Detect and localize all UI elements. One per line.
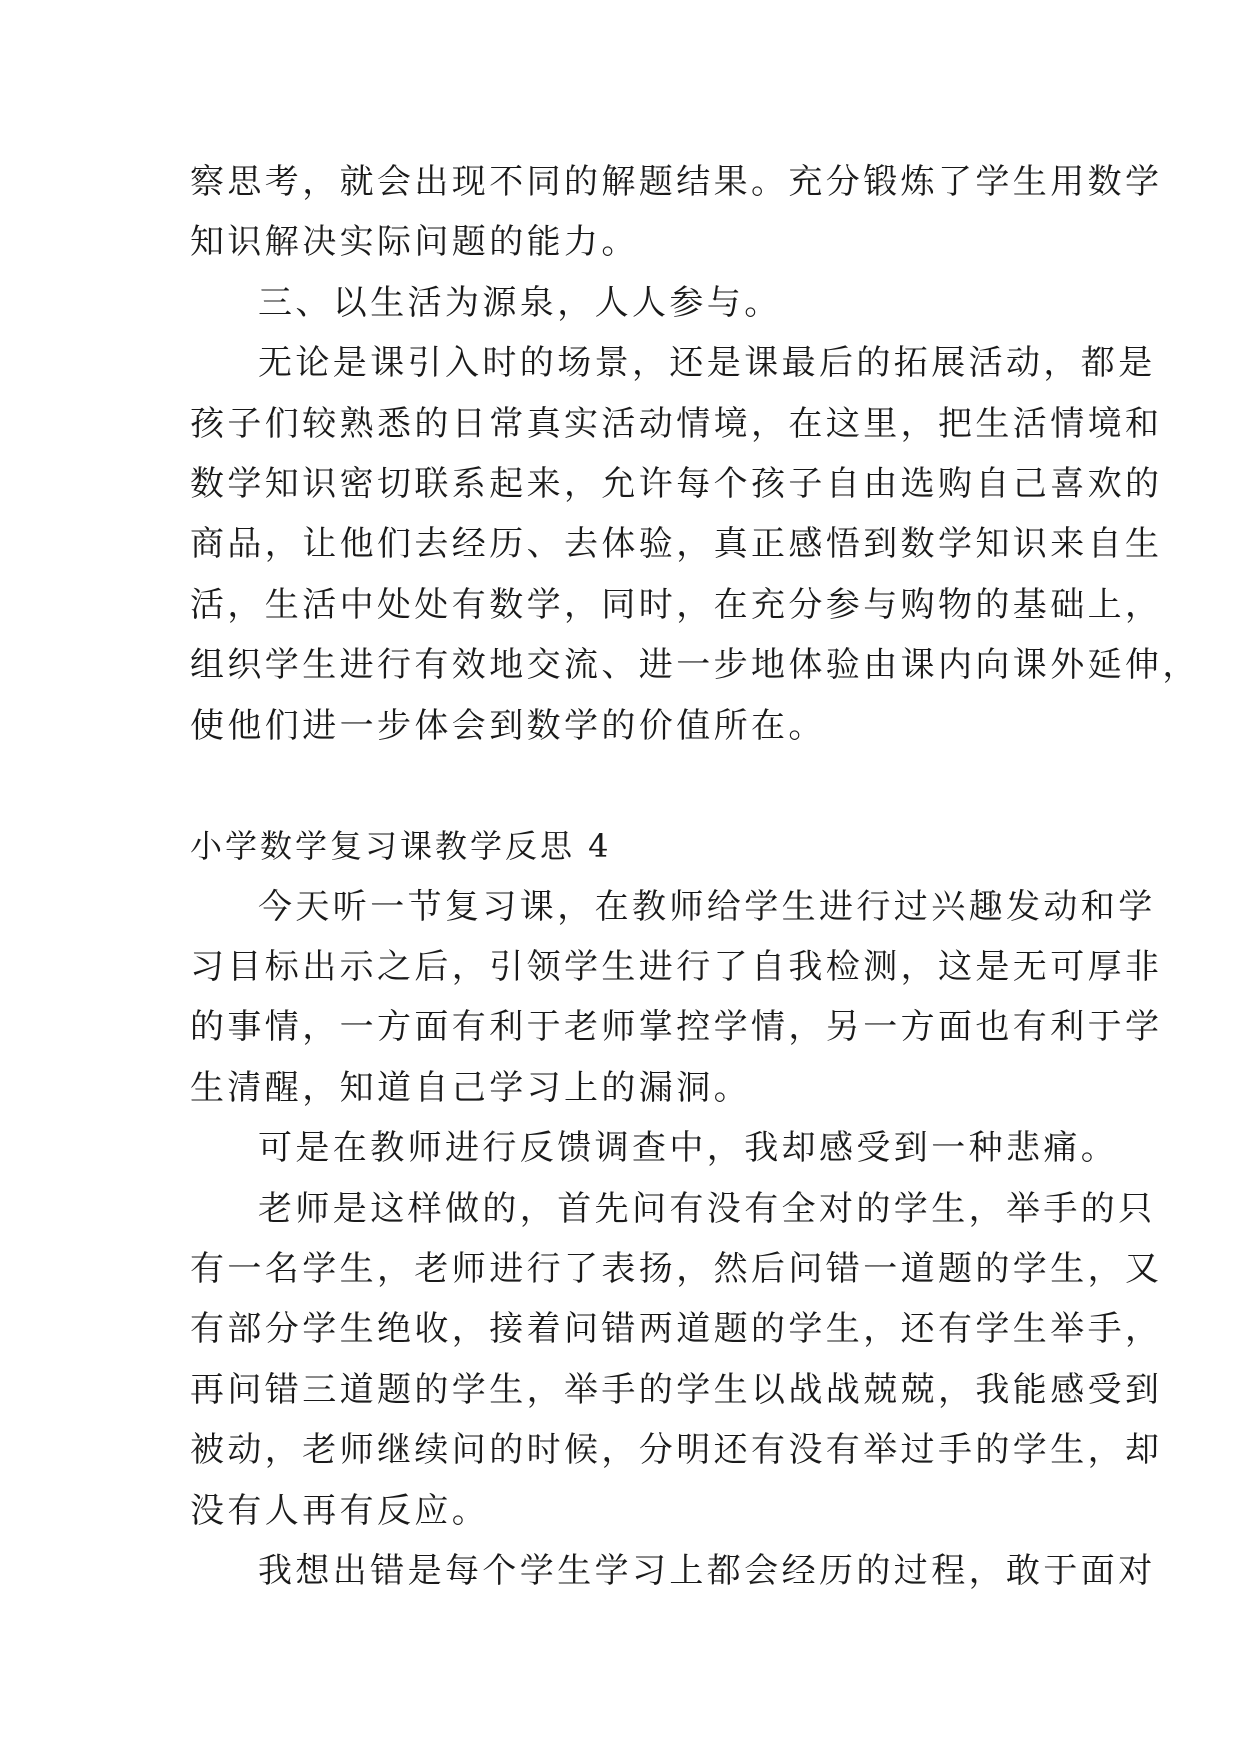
text-line: 的事情，一方面有利于老师掌控学情，另一方面也有利于学 — [190, 1007, 1163, 1048]
text-line: 我想出错是每个学生学习上都会经历的过程，敢于面对 — [258, 1550, 1156, 1591]
text-line: 数学知识密切联系起来，允许每个孩子自由选购自己喜欢的 — [190, 463, 1163, 504]
text-line: 活，生活中处处有数学，同时，在充分参与购物的基础上， — [190, 584, 1163, 625]
text-line: 老师是这样做的，首先问有没有全对的学生，举手的只 — [258, 1188, 1156, 1229]
text-line: 没有人再有反应。 — [190, 1490, 490, 1531]
text-line: 无论是课引入时的场景，还是课最后的拓展活动，都是 — [258, 343, 1156, 384]
text-line: 组织学生进行有效地交流、进一步地体验由课内向课外延伸， — [190, 645, 1200, 686]
text-line: 可是在教师进行反馈调查中，我却感受到一种悲痛。 — [258, 1128, 1119, 1169]
section-heading-three: 三、以生活为源泉，人人参与。 — [258, 282, 782, 323]
text-line: 今天听一节复习课，在教师给学生进行过兴趣发动和学 — [258, 886, 1156, 927]
text-line: 被动，老师继续问的时候，分明还有没有举过手的学生，却 — [190, 1430, 1163, 1471]
text-line: 使他们进一步体会到数学的价值所在。 — [190, 705, 826, 746]
text-line: 商品，让他们去经历、去体验，真正感悟到数学知识来自生 — [190, 524, 1163, 565]
text-line: 知识解决实际问题的能力。 — [190, 222, 639, 263]
text-line: 察思考，就会出现不同的解题结果。充分锻炼了学生用数学 — [190, 162, 1163, 202]
text-line: 有部分学生绝收，接着问错两道题的学生，还有学生举手， — [190, 1309, 1163, 1350]
text-line: 孩子们较熟悉的日常真实活动情境，在这里，把生活情境和 — [190, 403, 1163, 444]
document-body — [190, 152, 1200, 1601]
text-line: 习目标出示之后，引领学生进行了自我检测，这是无可厚非 — [190, 947, 1163, 988]
paragraph-gap — [190, 756, 1050, 816]
text-line: 有一名学生，老师进行了表扬，然后问错一道题的学生，又 — [190, 1249, 1163, 1290]
text-line: 再问错三道题的学生，举手的学生以战战兢兢，我能感受到 — [190, 1369, 1163, 1410]
text-line: 生清醒，知道自己学习上的漏洞。 — [190, 1067, 751, 1108]
article-title: 小学数学复习课教学反思 4 — [190, 827, 612, 866]
